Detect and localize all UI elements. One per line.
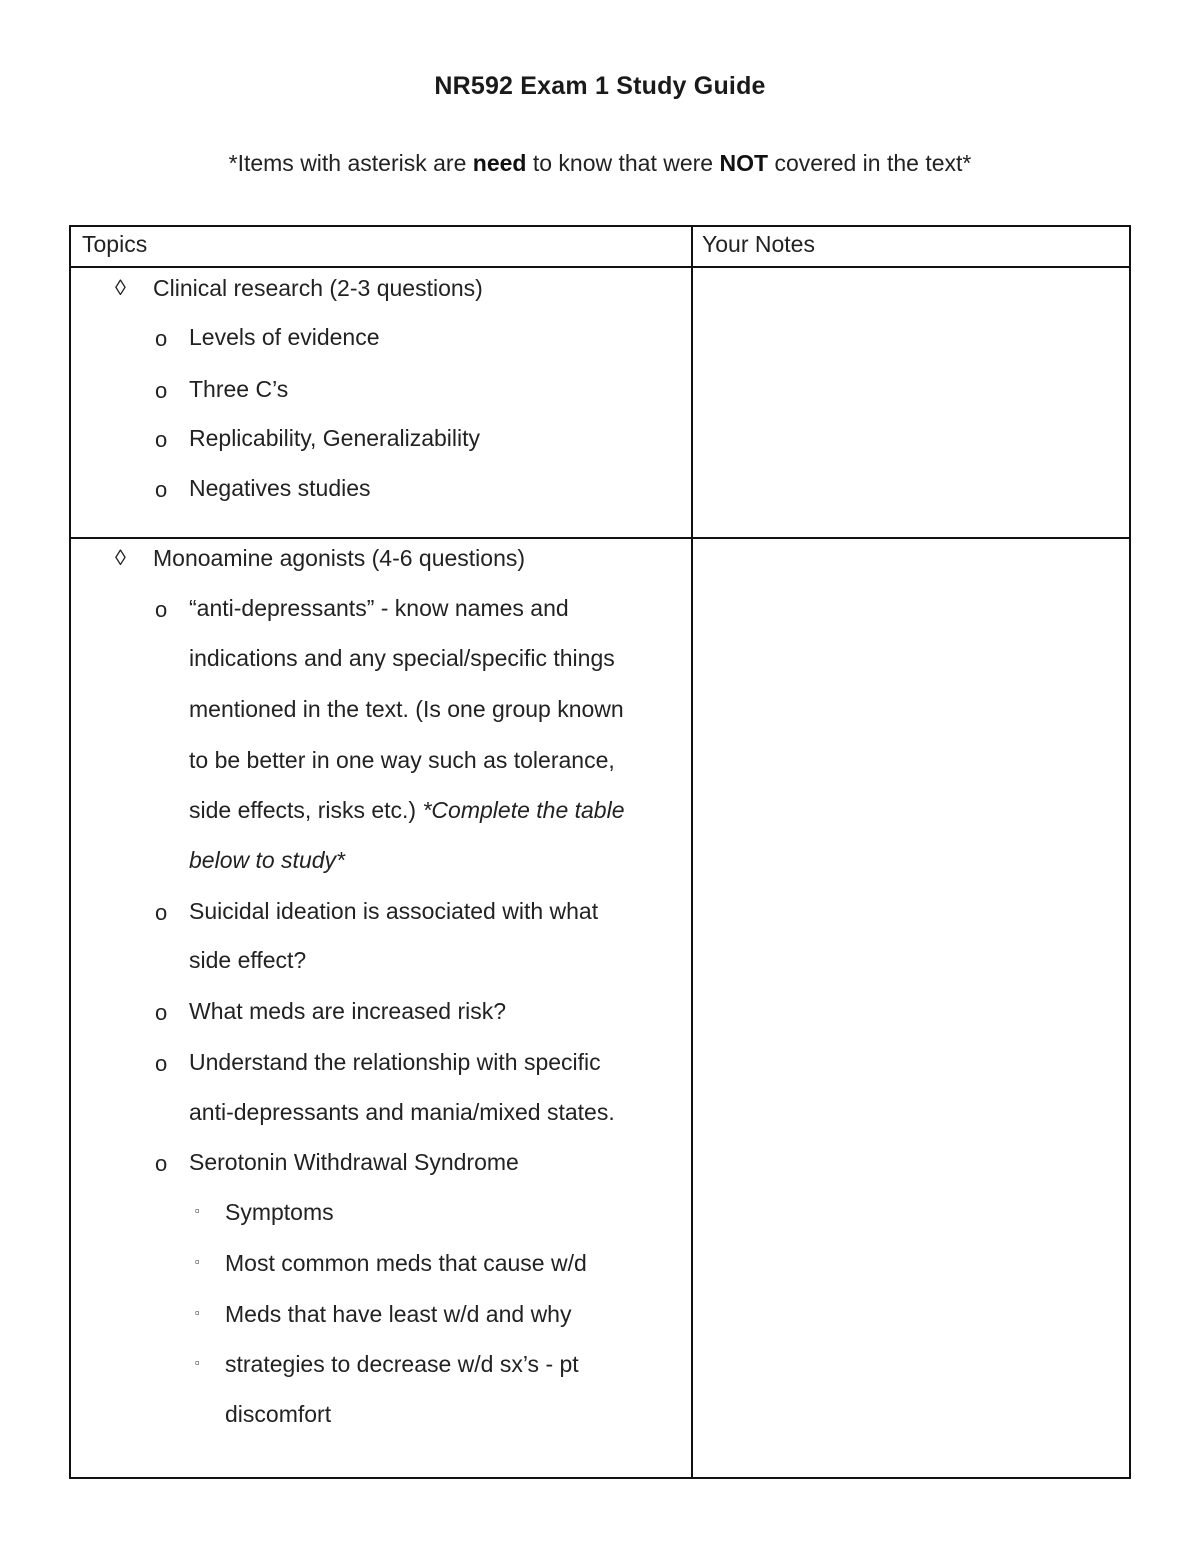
list-item: Replicability, Generalizability (189, 425, 481, 451)
circle-bullet-icon: o (155, 597, 168, 622)
topic-clinical-research: Clinical research (2-3 questions) (153, 275, 483, 301)
topic-monoamine-agonists: Monoamine agonists (4-6 questions) (153, 545, 526, 571)
subtitle-bold-not: NOT (719, 150, 769, 176)
circle-bullet-icon: o (155, 900, 168, 925)
italic-note: *Complete the table (422, 797, 625, 823)
subtitle-note (0, 150, 1200, 177)
list-item-line: Suicidal ideation is associated with what (189, 898, 599, 924)
square-bullet-icon: ▫ (195, 1355, 200, 1370)
circle-bullet-icon: o (155, 477, 168, 502)
square-bullet-icon: ▫ (195, 1203, 200, 1218)
circle-bullet-icon: o (155, 1051, 168, 1076)
square-bullet-icon: ▫ (195, 1305, 200, 1320)
sub-list-item: Most common meds that cause w/d (225, 1250, 587, 1276)
list-item-line: side effect? (189, 947, 307, 973)
list-item: Serotonin Withdrawal Syndrome (189, 1149, 519, 1175)
circle-bullet-icon: o (155, 1151, 168, 1176)
header-your-notes: Your Notes (702, 231, 815, 257)
list-item-text: side effects, risks etc.) (189, 797, 423, 823)
sub-list-item: Meds that have least w/d and why (225, 1301, 572, 1327)
header-topics: Topics (82, 231, 148, 257)
list-item-line: mentioned in the text. (Is one group known (189, 696, 624, 722)
list-item-line: Understand the relationship with specific (189, 1049, 601, 1075)
circle-bullet-icon: o (155, 427, 168, 452)
subtitle-part1: *Items with asterisk are (228, 150, 473, 176)
study-guide-table (69, 225, 1131, 1479)
circle-bullet-icon: o (155, 378, 168, 403)
circle-bullet-icon: o (155, 326, 168, 351)
subtitle-part3: covered in the text* (768, 150, 972, 176)
list-item-line (189, 795, 625, 825)
subtitle-part2: to know that were (526, 150, 720, 176)
diamond-bullet-icon: ◊ (115, 275, 126, 300)
subtitle-bold-need: need (472, 150, 527, 176)
sub-list-item: discomfort (225, 1401, 332, 1427)
list-item-line: indications and any special/specific things (189, 645, 615, 671)
list-item: Negatives studies (189, 475, 371, 501)
square-bullet-icon: ▫ (195, 1254, 200, 1269)
header-divider (71, 266, 1129, 268)
list-item-line: “anti-depressants” - know names and (189, 595, 569, 621)
sub-list-item: strategies to decrease w/d sx’s - pt (225, 1351, 579, 1377)
sub-list-item: Symptoms (225, 1199, 334, 1225)
row-divider (71, 537, 1129, 539)
circle-bullet-icon: o (155, 1000, 168, 1025)
list-item: Levels of evidence (189, 324, 380, 350)
list-item-line: to be better in one way such as tolerance, (189, 747, 615, 773)
diamond-bullet-icon: ◊ (115, 545, 126, 570)
column-divider (691, 227, 693, 1477)
italic-note: below to study* (189, 847, 345, 873)
list-item: Three C’s (189, 376, 289, 402)
page-title: NR592 Exam 1 Study Guide (434, 72, 766, 100)
list-item: What meds are increased risk? (189, 998, 507, 1024)
list-item-line: anti-depressants and mania/mixed states. (189, 1099, 615, 1125)
